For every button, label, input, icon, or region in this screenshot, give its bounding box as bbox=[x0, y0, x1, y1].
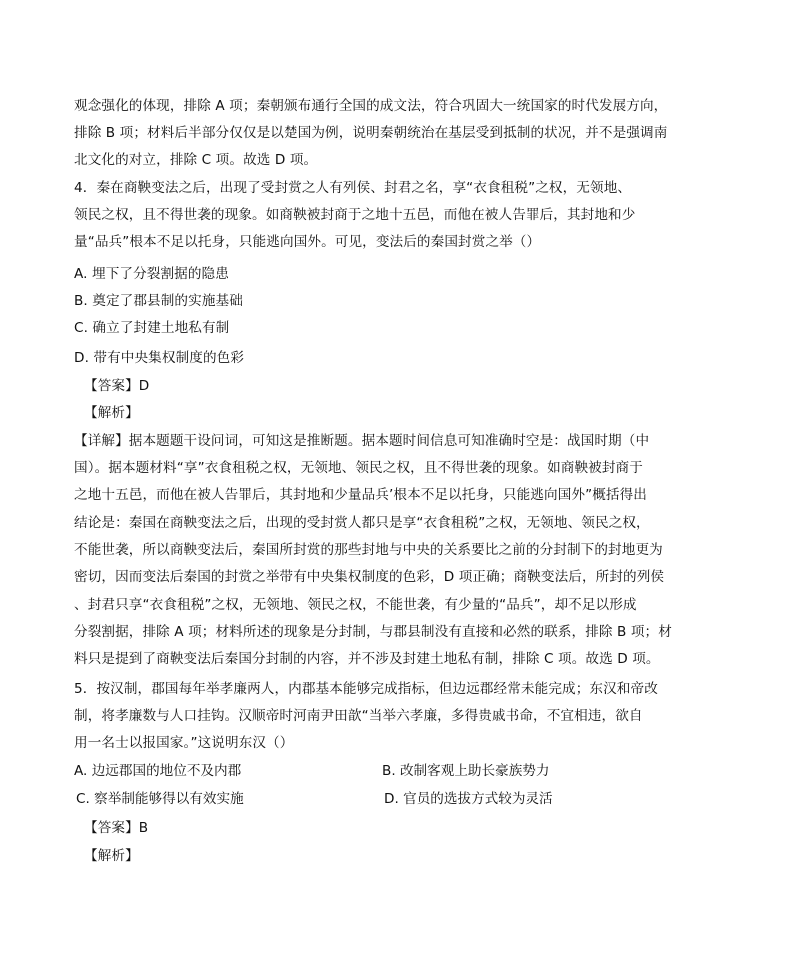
question-5-option-c: C. 察举制能够得以有效实施 bbox=[76, 791, 244, 807]
question-4-option-a: A. 埋下了分裂割据的隐患 bbox=[74, 266, 229, 282]
question-4-detail-line: 不能世袭，所以商鞅变法后，秦国所封赏的那些封地与中央的关系要比之前的分封制下的封地更为 bbox=[74, 542, 663, 558]
question-4-stem-line: 量“品兵”根本不足以托身，只能逃向国外。可见，变法后的秦国封赏之举（） bbox=[74, 234, 541, 250]
question-4-option-c: C. 确立了封建土地私有制 bbox=[74, 320, 230, 336]
text-line: 北文化的对立，排除 C 项。故选 D 项。 bbox=[74, 152, 318, 168]
question-4-option-d: D. 带有中央集权制度的色彩 bbox=[74, 350, 245, 366]
question-5-stem-line: 5．按汉制，郡国每年举孝廉两人，内郡基本能够完成指标，但边远郡经常未能完成；东汉和帝改 bbox=[74, 681, 658, 697]
question-4-analysis-label: 【解析】 bbox=[84, 405, 139, 421]
question-4-answer: 【答案】D bbox=[84, 378, 150, 394]
text-line: 排除 B 项；材料后半部分仅仅是以楚国为例，说明秦朝统治在基层受到抵制的状况，并不是强调南 bbox=[74, 125, 668, 141]
question-5-analysis-label: 【解析】 bbox=[84, 848, 139, 864]
question-4-detail-line: 【详解】据本题题干设问词，可知这是推断题。据本题时间信息可知准确时空是：战国时期（中 bbox=[74, 433, 650, 449]
question-4-detail-line: 、封君只享“衣食租税”之权，无领地、领民之权，不能世袭，有少量的“品兵”，却不足以形成 bbox=[74, 597, 637, 613]
question-5-option-b: B. 改制客观上助长豪族势力 bbox=[382, 763, 550, 779]
question-5-option-a: A. 边远郡国的地位不及内郡 bbox=[74, 763, 242, 779]
question-5-option-d: D. 官员的选拔方式较为灵活 bbox=[384, 791, 553, 807]
question-4-detail-line: 密切，因而变法后秦国的封赏之举带有中央集权制度的色彩，D 项正确；商鞅变法后，所封的列侯 bbox=[74, 569, 665, 585]
question-5-stem-line: 用一名士以报国家。”这说明东汉（） bbox=[74, 735, 294, 751]
question-4-detail-line: 料只是提到了商鞅变法后秦国分封制的内容，并不涉及封建土地私有制，排除 C 项。故选 D 项。 bbox=[74, 651, 660, 667]
question-4-stem-line: 领民之权，且不得世袭的现象。如商鞅被封商于之地十五邑，而他在被人告罪后，其封地和少 bbox=[74, 207, 636, 223]
question-5-answer: 【答案】B bbox=[84, 820, 149, 836]
question-4-detail-line: 之地十五邑，而他在被人告罪后，其封地和少量品兵’根本不足以托身，只能逃向国外”概括得出 bbox=[74, 487, 648, 503]
text-line: 观念强化的体现，排除 A 项；秦朝颁布通行全国的成文法，符合巩固大一统国家的时代发展方向， bbox=[74, 98, 668, 114]
question-4-option-b: B. 奠定了郡县制的实施基础 bbox=[74, 293, 243, 309]
question-5-stem-line: 制，将孝廉数与人口挂钩。汉顺帝时河南尹田歆“当举六孝廉，多得贵戚书命，不宜相违，欲自 bbox=[74, 708, 643, 724]
question-4-detail-line: 分裂割据，排除 A 项；材料所述的现象是分封制，与郡县制没有直接和必然的联系，排除 B 项；材 bbox=[74, 624, 672, 640]
question-4-detail-line: 结论是：秦国在商鞅变法之后，出现的受封赏人都只是享“衣食租税”之权，无领地、领民之权， bbox=[74, 515, 650, 531]
question-4-stem-line: 4．秦在商鞅变法之后，出现了受封赏之人有列侯、封君之名，享“衣食租税”之权，无领地、 bbox=[74, 180, 632, 196]
question-4-detail-line: 国）。据本题材料“享”衣食租税之权，无领地、领民之权，且不得世袭的现象。如商鞅被封商于 bbox=[74, 460, 643, 476]
